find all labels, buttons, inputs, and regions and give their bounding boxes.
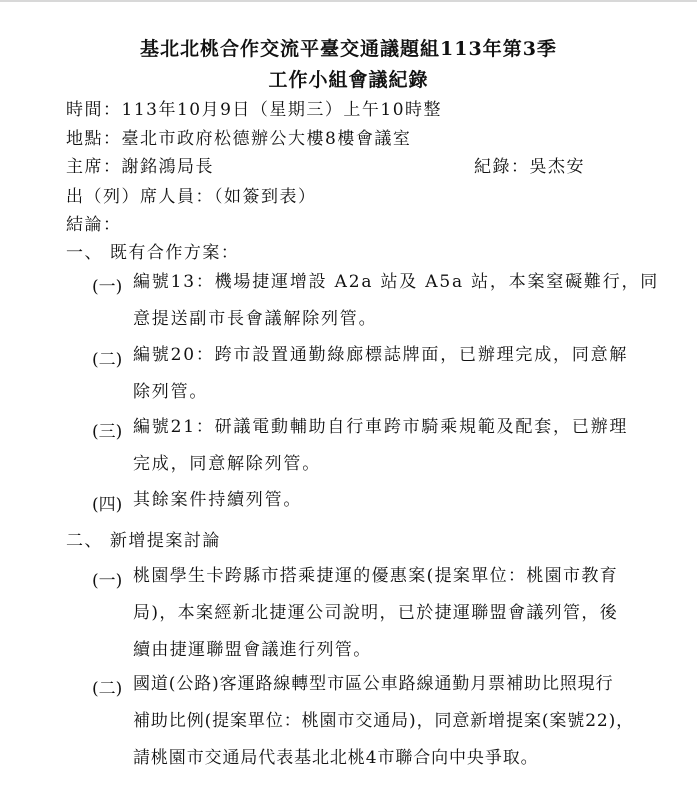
section1-item1-line2: 意提送副市長會議解除列管。 <box>133 309 378 329</box>
section1-item1-text <box>133 264 659 338</box>
section2-heading: 二、 新增提案討論 <box>66 531 221 551</box>
section2-item1-line2: 局)，本案經新北捷運公司說明，已於捷運聯盟會議列管，後 <box>133 603 619 623</box>
section2-item2-text <box>133 666 634 777</box>
section1-item2-text <box>133 337 628 411</box>
section1-item2-line1: 編號20：跨市設置通勤綠廊標誌牌面，已辦理完成，同意解 <box>133 345 629 365</box>
section1-item4-line1: 其餘案件持續列管。 <box>133 490 303 510</box>
section2-item2-line1: 國道(公路)客運路線轉型市區公車路線通勤月票補助比照現行 <box>133 674 614 694</box>
section2-item1-text <box>133 558 618 669</box>
section1-item2-line2: 除列管。 <box>133 382 209 402</box>
section1-item2-number: (二) <box>92 350 123 370</box>
meeting-recorder: 紀錄：吳杰安 <box>474 157 585 177</box>
section2-item1-number: (一) <box>92 571 123 591</box>
meeting-attendees: 出（列）席人員：（如簽到表） <box>66 187 317 207</box>
meeting-chair: 主席：謝銘鴻局長 <box>66 157 214 177</box>
section1-item3-line2: 完成，同意解除列管。 <box>133 454 321 474</box>
section1-item4-text <box>133 482 302 519</box>
document-title-line2: 工作小組會議紀錄 <box>268 69 429 91</box>
section2-item2-line2: 補助比例(提案單位：桃園市交通局)，同意新增提案(案號22)， <box>133 711 635 731</box>
meeting-time: 時間：113年10月9日（星期三）上午10時整 <box>66 100 443 120</box>
meeting-place: 地點：臺北市政府松德辦公大樓8樓會議室 <box>66 129 412 149</box>
section1-heading: 一、 既有合作方案： <box>66 243 240 263</box>
section1-item3-text <box>133 409 628 483</box>
section1-item3-line1: 編號21：研議電動輔助自行車跨市騎乘規範及配套，已辦理 <box>133 417 629 437</box>
section2-item2-line3: 請桃園市交通局代表基北北桃4市聯合向中央爭取。 <box>133 748 539 768</box>
section2-item1-line3: 續由捷運聯盟會議進行列管。 <box>133 640 372 660</box>
section2-item2-number: (二) <box>92 679 123 699</box>
section2-item1-line1: 桃園學生卡跨縣市搭乘捷運的優惠案(提案單位：桃園市教育 <box>133 566 619 586</box>
section1-item1-line1: 編號13：機場捷運增設 A2a 站及 A5a 站，本案窒礙難行，同 <box>133 272 660 292</box>
section1-item1-number: (一) <box>92 277 123 297</box>
section1-item4-number: (四) <box>92 495 123 515</box>
section1-item3-number: (三) <box>92 422 123 442</box>
document-title-line1: 基北北桃合作交流平臺交通議題組113年第3季 <box>140 38 557 60</box>
conclusion-label: 結論： <box>66 215 122 235</box>
